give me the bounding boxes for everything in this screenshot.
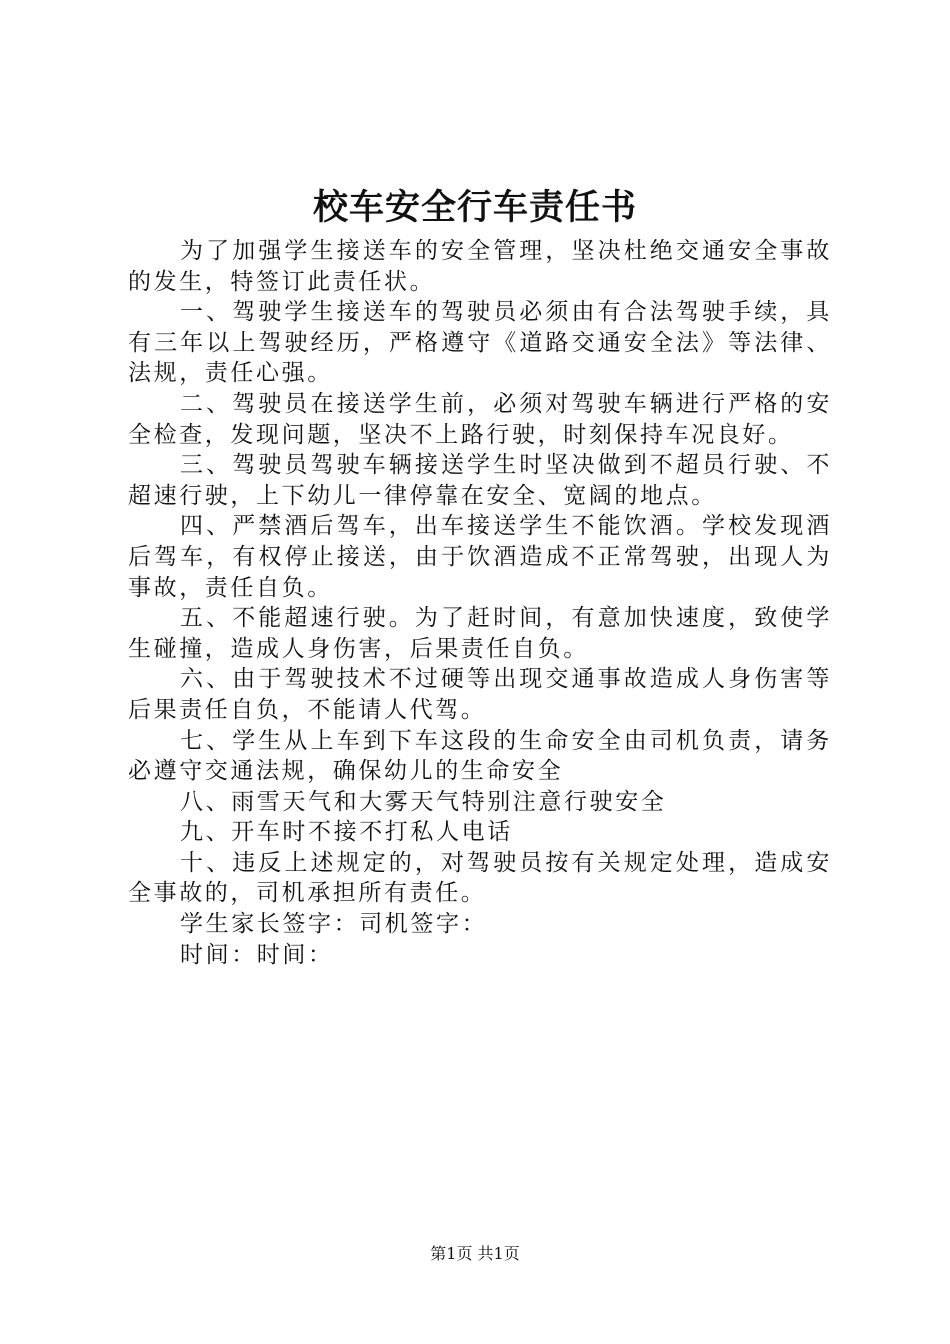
clause-9: 九、开车时不接不打私人电话	[180, 819, 513, 846]
document-title: 校车安全行车责任书	[312, 187, 637, 228]
signature-line: 学生家长签字：司机签字：	[180, 911, 488, 938]
clause-7: 七、学生从上车到下车这段的生命安全由司机负责，请务必遵守交通法规，确保幼儿的生命安全	[128, 727, 832, 785]
clause-6: 六、由于驾驶技术不过硬等出现交通事故造成人身伤害等后果责任自负，不能请人代驾。	[128, 666, 832, 723]
date-line: 时间：时间：	[180, 941, 334, 968]
clause-8: 八、雨雪天气和大雾天气特别注意行驶安全	[180, 788, 667, 815]
clause-10: 十、违反上述规定的，对驾驶员按有关规定处理，造成安全事故的，司机承担所有责任。	[128, 849, 832, 907]
clause-1: 一、驾驶学生接送车的驾驶员必须由有合法驾驶手续，具有三年以上驾驶经历，严格遵守《道路交通安全法》等法律、法规，责任心强。	[128, 299, 832, 387]
clause-4: 四、严禁酒后驾车，出车接送学生不能饮酒。学校发现酒后驾车，有权停止接送，由于饮酒造成不正常驾驶，出现人为事故，责任自负。	[128, 513, 832, 601]
clause-2: 二、驾驶员在接送学生前，必须对驾驶车辆进行严格的安全检查，发现问题，坚决不上路行驶，时刻保持车况良好。	[128, 390, 832, 448]
clause-5: 五、不能超速行驶。为了赶时间，有意加快速度，致使学生碰撞，造成人身伤害，后果责任自负。	[128, 605, 832, 662]
clause-3: 三、驾驶员驾驶车辆接送学生时坚决做到不超员行驶、不超速行驶，上下幼儿一律停靠在安全、宽阔的地点。	[128, 452, 832, 509]
document-body	[128, 236, 832, 970]
page-footer: 第1页 共1页	[430, 1244, 520, 1263]
intro-paragraph: 为了加强学生接送车的安全管理，坚决杜绝交通安全事故的发生，特签订此责任状。	[128, 238, 832, 295]
